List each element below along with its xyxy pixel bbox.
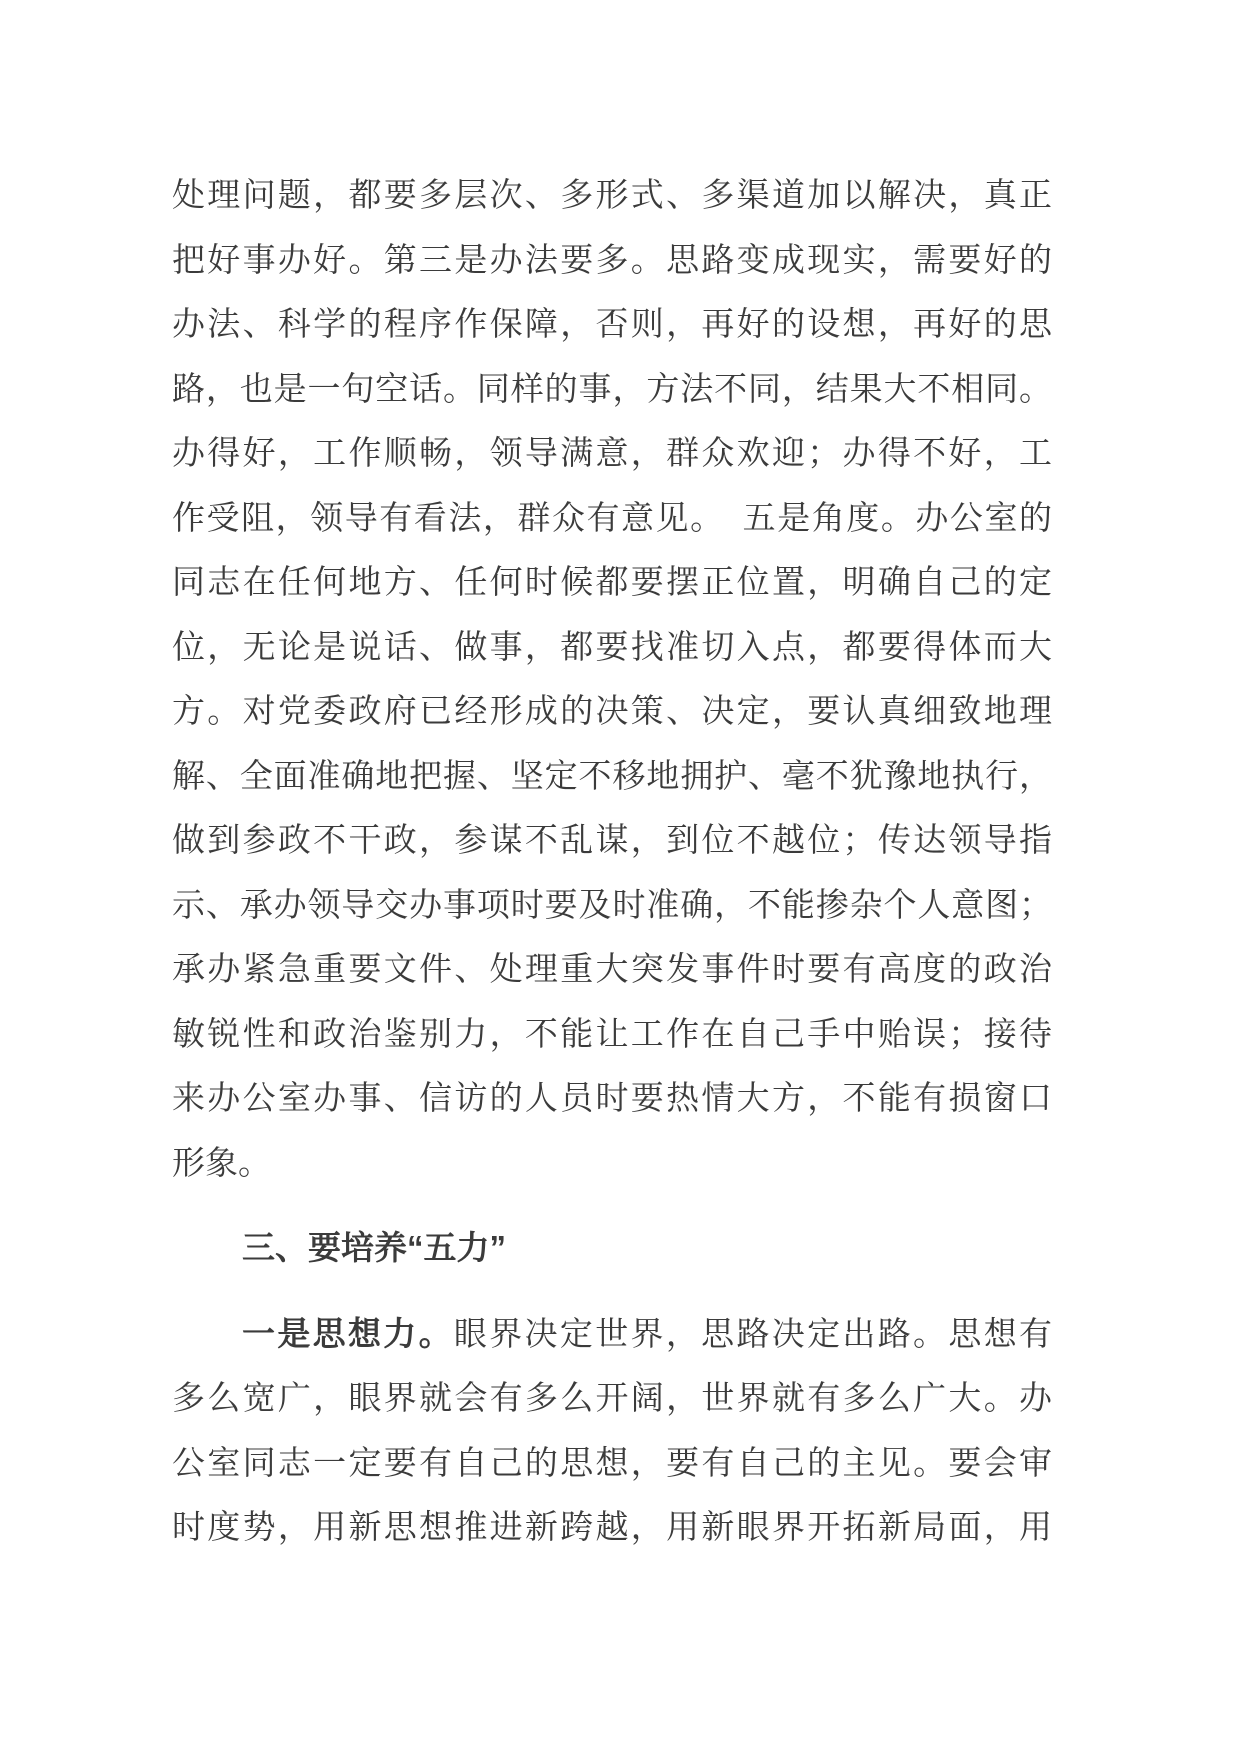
text-segment: 处理问题，都要多层次、多形式、多渠道加以解决，真正: [172, 176, 1052, 213]
text-line: [172, 1131, 1052, 1196]
text-line: [172, 486, 1052, 551]
text-segment: 办得好，工作顺畅，领导满意，群众欢迎；办得不好，工: [172, 434, 1052, 471]
body-paragraph-continued: [172, 163, 1052, 1195]
text-segment: 多么宽广，眼界就会有多么开阔，世界就有多么广大。办: [172, 1379, 1052, 1416]
text-segment: 方。对党委政府已经形成的决策、决定，要认真细致地理: [172, 692, 1052, 729]
text-segment: 来办公室办事、信访的人员时要热情大方，不能有损窗口: [172, 1079, 1052, 1116]
text-line: [172, 1002, 1052, 1067]
text-segment: 办法、科学的程序作保障，否则，再好的设想，再好的思: [172, 305, 1052, 342]
body-paragraph: [172, 1302, 1052, 1560]
bold-text-segment: 一是思想力。: [242, 1314, 454, 1352]
text-line: [172, 292, 1052, 357]
text-segment: 解、全面准确地把握、坚定不移地拥护、毫不犹豫地执行，: [172, 756, 1052, 794]
text-line: [172, 679, 1052, 744]
text-line: [172, 744, 1052, 809]
text-segment: 时度势，用新思想推进新跨越，用新眼界开拓新局面，用: [172, 1508, 1052, 1545]
text-line: [172, 228, 1052, 293]
text-segment: 同志在任何地方、任何时候都要摆正位置，明确自己的定: [172, 563, 1052, 600]
text-segment: 形象。: [172, 1143, 271, 1181]
text-line: [172, 808, 1052, 873]
text-line: [172, 421, 1052, 486]
text-segment: 公室同志一定要有自己的思想，要有自己的主见。要会审: [172, 1443, 1052, 1481]
section-heading: [172, 1216, 1052, 1281]
text-line: [172, 615, 1052, 680]
text-line: [172, 1366, 1052, 1431]
text-segment: 敏锐性和政治鉴别力，不能让工作在自己手中贻误；接待: [172, 1014, 1052, 1052]
text-line: [172, 1431, 1052, 1496]
text-segment: 位，无论是说话、做事，都要找准切入点，都要得体而大: [172, 627, 1052, 665]
text-line: [172, 1495, 1052, 1560]
text-segment: 作受阻，领导有看法，群众有意见。 五是角度。办公室的: [172, 498, 1052, 536]
text-segment: 把好事办好。第三是办法要多。思路变成现实，需要好的: [172, 240, 1052, 278]
text-segment: 眼界决定世界，思路决定出路。思想有: [453, 1314, 1053, 1352]
text-segment: 做到参政不干政，参谋不乱谋，到位不越位；传达领导指: [172, 821, 1052, 858]
text-line: [172, 937, 1052, 1002]
text-line: [172, 357, 1052, 422]
bold-text-segment: 三、要培养“五力”: [242, 1229, 506, 1266]
text-line: [172, 163, 1052, 228]
text-line: [172, 1066, 1052, 1131]
text-line: [172, 1302, 1052, 1367]
text-line: [172, 873, 1052, 938]
text-segment: 示、承办领导交办事项时要及时准确，不能掺杂个人意图；: [172, 885, 1052, 923]
text-segment: 路，也是一句空话。同样的事，方法不同，结果大不相同。: [172, 369, 1052, 407]
text-line: [172, 550, 1052, 615]
text-line: [172, 1216, 1052, 1281]
text-segment: 承办紧急重要文件、处理重大突发事件时要有高度的政治: [172, 950, 1052, 987]
